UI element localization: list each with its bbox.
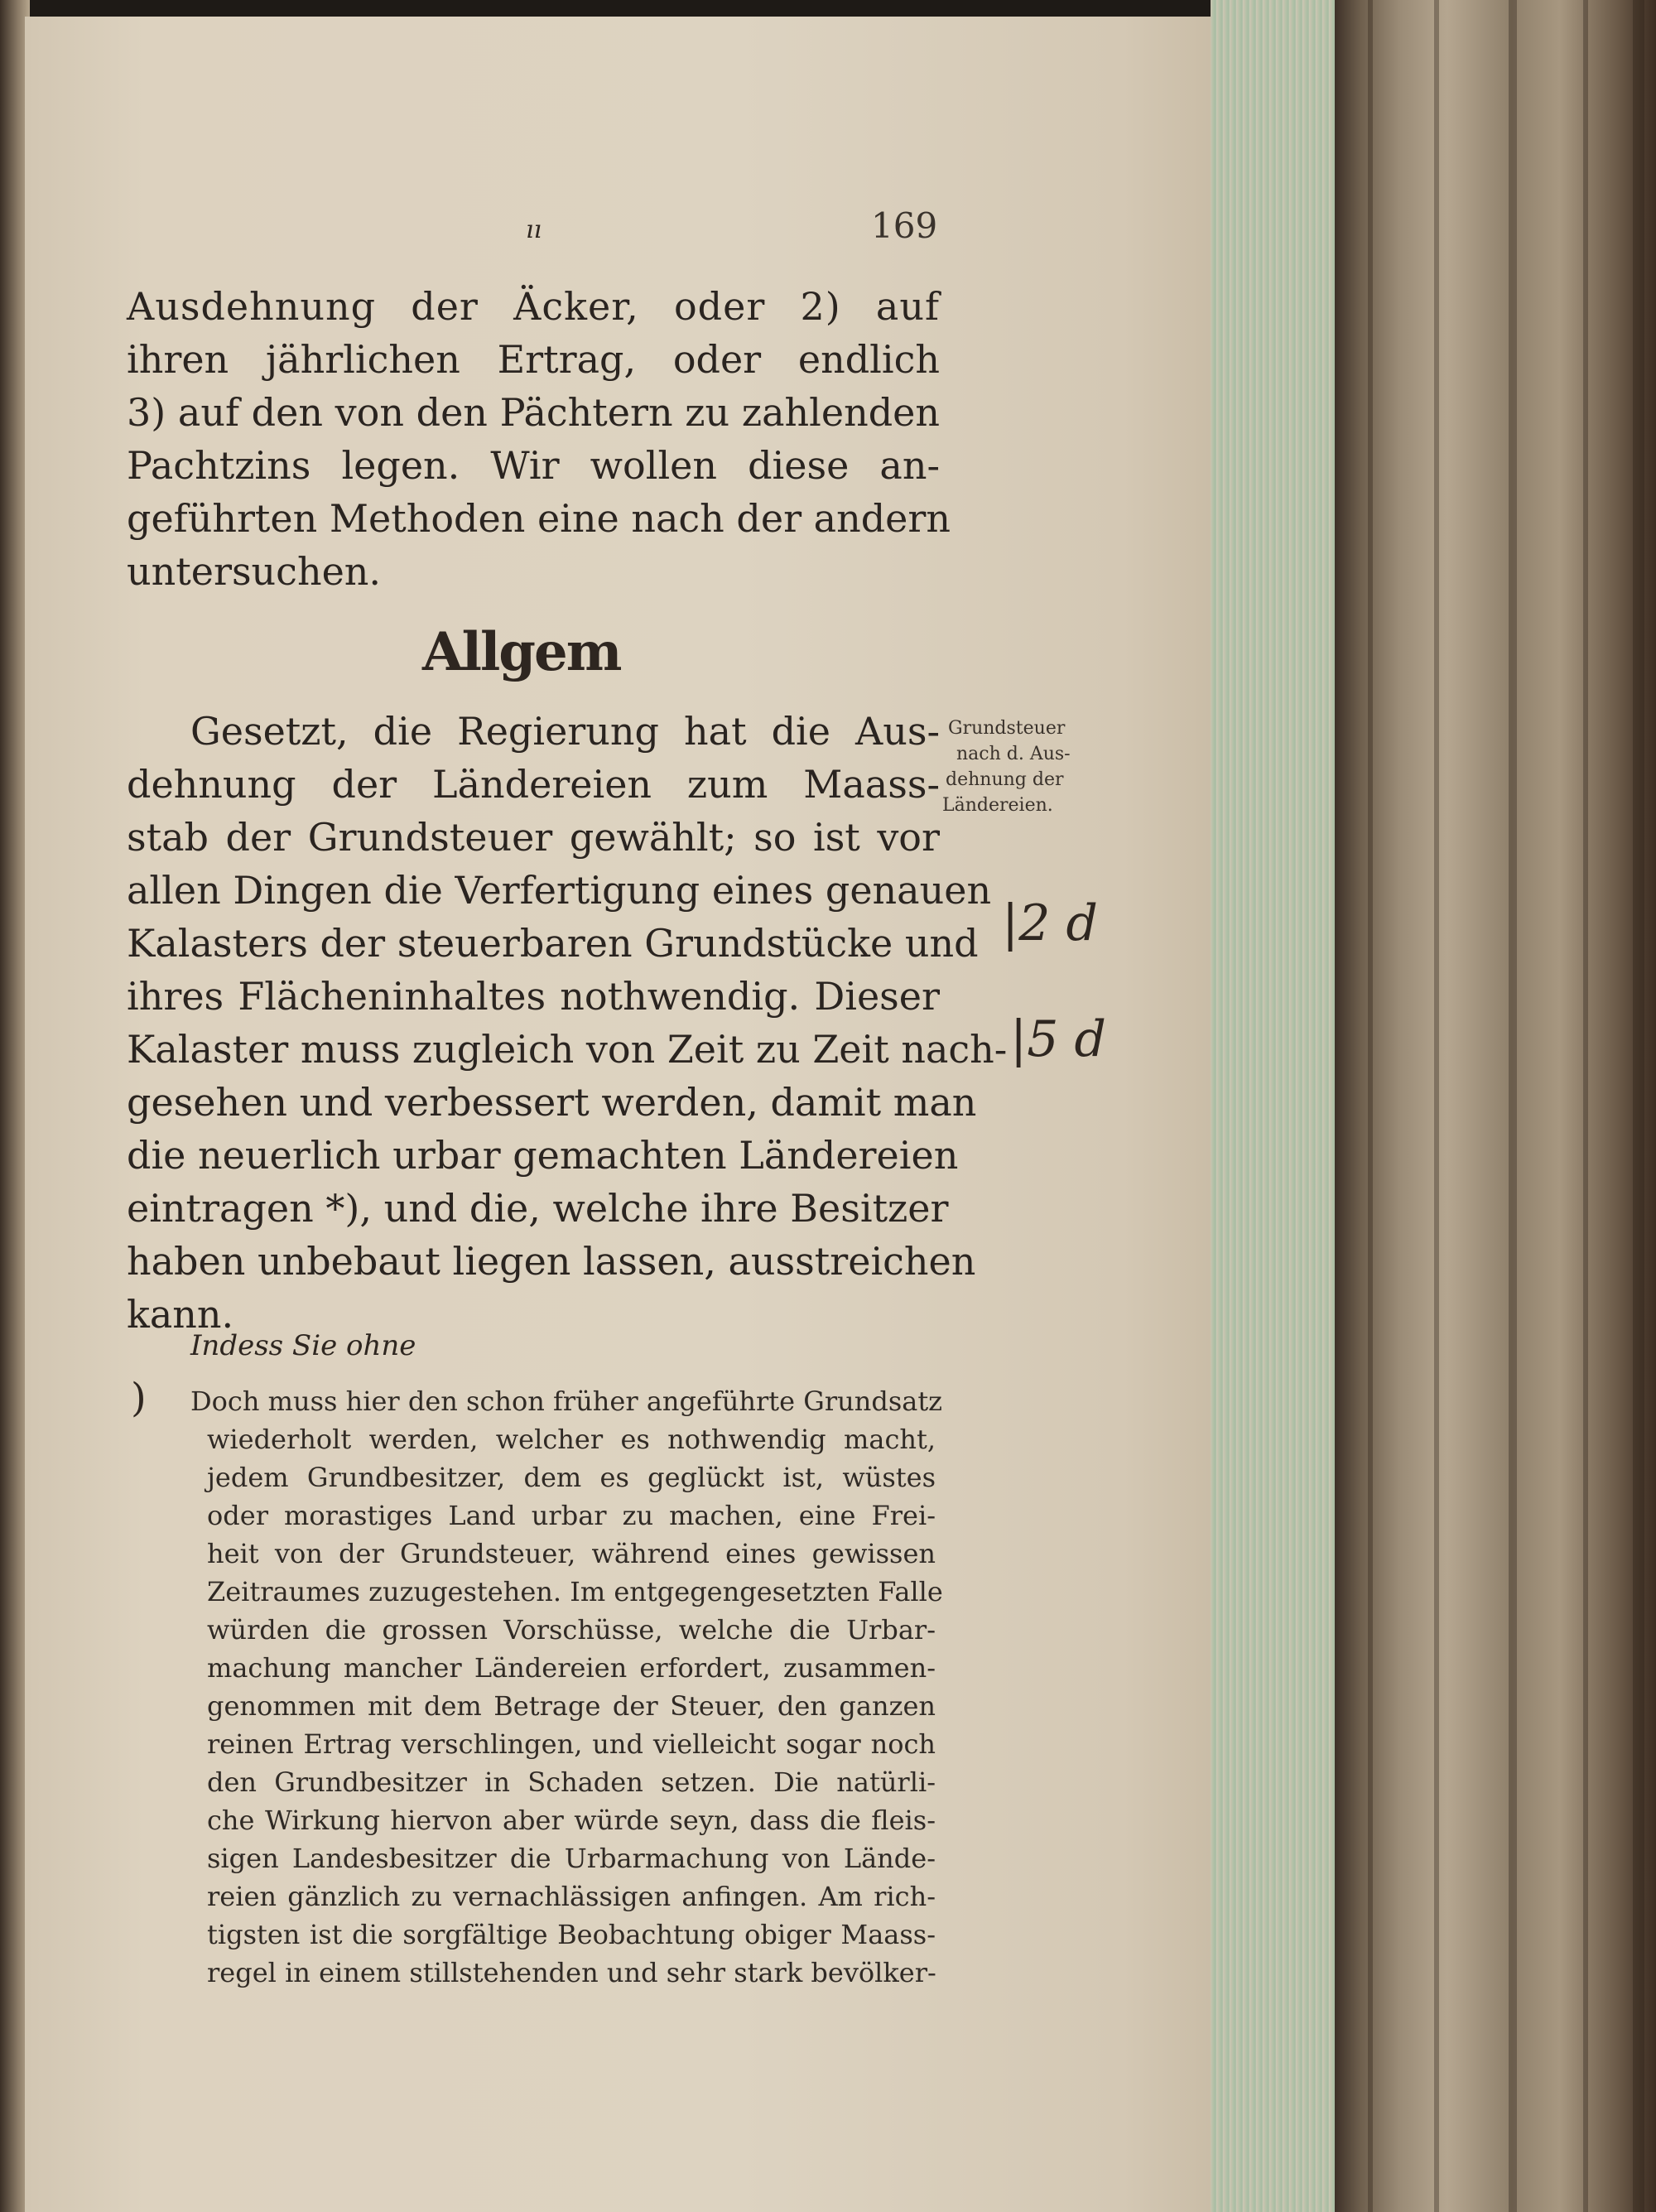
footnote-line: würden die grossen Vorschüsse, welche die Urbar- bbox=[207, 1614, 936, 1646]
page-block-edge-green bbox=[1211, 0, 1335, 2212]
footnote-line: reien gänzlich zu vernachlässigen anfingen. Am rich- bbox=[207, 1881, 936, 1912]
margin-note-line: nach d. Aus- bbox=[956, 744, 1071, 764]
footnote-line: genommen mit dem Betrage der Steuer, den ganzen bbox=[207, 1690, 936, 1722]
handwritten-margin-note: |2 d bbox=[1002, 894, 1098, 952]
paragraph-line: gesehen und verbessert werden, damit man bbox=[127, 1080, 977, 1125]
book-fore-edge bbox=[1335, 0, 1656, 2212]
handwritten-margin-note: |5 d bbox=[1010, 1010, 1106, 1068]
paragraph-line: ihres Flächeninhaltes nothwendig. Dieser bbox=[127, 974, 940, 1019]
body-line: Pachtzins legen. Wir wollen diese an- bbox=[127, 443, 940, 488]
body-line: geführten Methoden eine nach der andern bbox=[127, 496, 951, 541]
margin-note-line: Grundsteuer bbox=[948, 718, 1066, 739]
body-line: untersuchen. bbox=[127, 549, 382, 594]
paragraph-line: Gesetzt, die Regierung hat die Aus- bbox=[190, 709, 940, 754]
footnote-line: Zeitraumes zuzugestehen. Im entgegengesetzten Falle bbox=[207, 1576, 943, 1607]
paragraph-line: stab der Grundsteuer gewählt; so ist vor bbox=[127, 815, 940, 860]
paragraph-line: kann. bbox=[127, 1292, 234, 1337]
paragraph-line: eintragen *), und die, welche ihre Besitzer bbox=[127, 1186, 949, 1231]
paragraph-line: Kalaster muss zugleich von Zeit zu Zeit nach- bbox=[127, 1027, 1008, 1072]
body-line: 3) auf den von den Pächtern zu zahlenden bbox=[127, 390, 940, 435]
handwritten-footnote-insert: Indess Sie ohne bbox=[190, 1329, 416, 1362]
book-page bbox=[25, 17, 1217, 2212]
pencil-mark: ıı bbox=[526, 215, 542, 244]
paragraph-line: dehnung der Ländereien zum Maass- bbox=[127, 762, 940, 807]
footnote-line: che Wirkung hiervon aber würde seyn, dass die fleis- bbox=[207, 1805, 936, 1836]
margin-note-line: Ländereien. bbox=[942, 795, 1053, 816]
footnote-line: jedem Grundbesitzer, dem es geglückt ist, wüstes bbox=[207, 1462, 936, 1493]
margin-note-line: dehnung der bbox=[946, 769, 1064, 790]
footnote-line: Doch muss hier den schon früher angeführte Grundsatz bbox=[190, 1386, 943, 1417]
footnote-line: regel in einem stillstehenden und sehr stark bevölker- bbox=[207, 1957, 936, 1988]
paragraph-line: allen Dingen die Verfertigung eines genauen bbox=[127, 868, 992, 913]
footnote-line: wiederholt werden, welcher es nothwendig macht, bbox=[207, 1424, 936, 1455]
footnote-marker: ) bbox=[131, 1375, 147, 1421]
body-line: Ausdehnung der Äcker, oder 2) auf bbox=[127, 284, 940, 329]
page-number: 169 bbox=[871, 205, 938, 246]
footnote-line: reinen Ertrag verschlingen, und vielleicht sogar noch bbox=[207, 1728, 936, 1760]
footnote-line: den Grundbesitzer in Schaden setzen. Die natürli- bbox=[207, 1766, 936, 1798]
footnote-line: heit von der Grundsteuer, während eines gewissen bbox=[207, 1538, 936, 1569]
footnote-line: sigen Landesbesitzer die Urbarmachung von Lände- bbox=[207, 1843, 936, 1874]
paragraph-line: Kalasters der steuerbaren Grundstücke und bbox=[127, 921, 979, 966]
body-line: ihren jährlichen Ertrag, oder endlich bbox=[127, 337, 940, 382]
paragraph-line: haben unbebaut liegen lassen, ausstreichen bbox=[127, 1239, 976, 1284]
paragraph-line: die neuerlich urbar gemachten Ländereien bbox=[127, 1133, 959, 1178]
footnote-line: oder morastiges Land urbar zu machen, eine Frei- bbox=[207, 1500, 936, 1531]
footnote-line: machung mancher Ländereien erfordert, zusammen- bbox=[207, 1652, 936, 1684]
footnote-line: tigsten ist die sorgfältige Beobachtung obiger Maass- bbox=[207, 1919, 936, 1950]
handwritten-heading: Allgem bbox=[422, 621, 621, 683]
